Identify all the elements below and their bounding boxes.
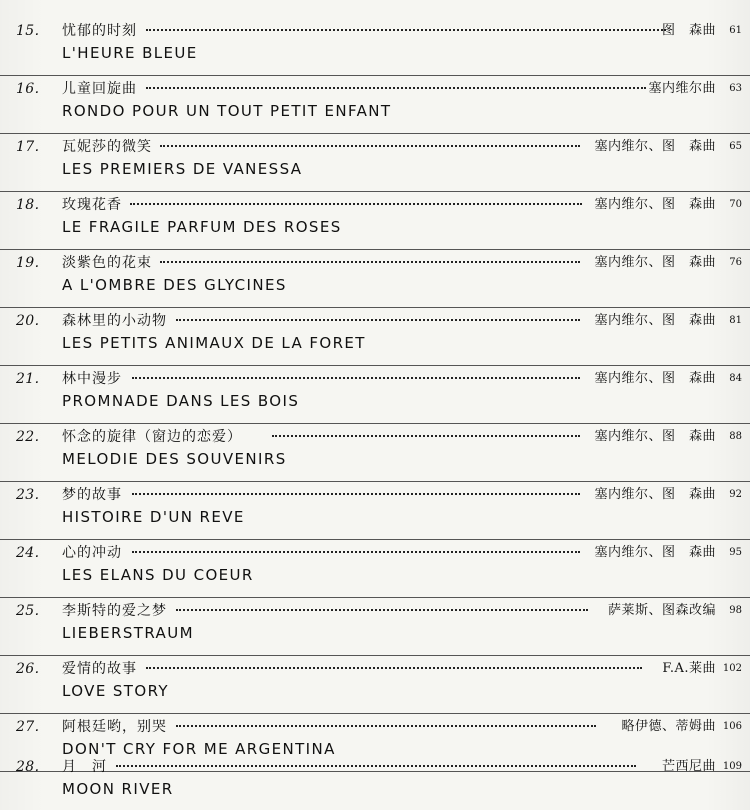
entry-number: 26. (16, 661, 40, 677)
entry-number: 23. (16, 487, 40, 503)
dot-leader (176, 725, 596, 727)
french-title: LES PETITS ANIMAUX DE LA FORET (62, 334, 366, 352)
composer: 塞内维尔、图 森曲 (594, 139, 716, 154)
toc-entry-20[interactable] (0, 312, 750, 368)
page-number: 92 (729, 489, 742, 500)
french-title: LE FRAGILE PARFUM DES ROSES (62, 218, 342, 236)
composer: 塞内维尔、图 森曲 (594, 487, 716, 502)
dot-leader (176, 609, 588, 611)
page-number: 98 (729, 605, 742, 616)
divider (0, 75, 750, 76)
dot-leader (146, 667, 642, 669)
chinese-title: 儿童回旋曲 (62, 81, 137, 97)
french-title: MELODIE DES SOUVENIRS (62, 450, 287, 468)
entry-number: 19. (16, 255, 40, 271)
toc-entry-23[interactable] (0, 486, 750, 542)
divider (0, 423, 750, 424)
chinese-title: 怀念的旋律（窗边的恋爱） (62, 429, 242, 445)
toc-entry-21[interactable] (0, 370, 750, 426)
page-number: 84 (729, 373, 742, 384)
chinese-title: 月 河 (62, 759, 107, 775)
french-title: LIEBERSTRAUM (62, 624, 194, 642)
french-title: DON'T CRY FOR ME ARGENTINA (62, 740, 336, 758)
toc-entry-28[interactable] (0, 758, 750, 810)
page-number: 65 (729, 141, 742, 152)
composer: F.A.莱曲 (662, 661, 716, 676)
page-number: 76 (729, 257, 742, 268)
toc-entry-26[interactable] (0, 660, 750, 716)
composer: 塞内维尔、图 森曲 (594, 371, 716, 386)
french-title: LOVE STORY (62, 682, 169, 700)
chinese-title: 梦的故事 (62, 487, 122, 503)
page-number: 95 (729, 547, 742, 558)
french-title: L'HEURE BLEUE (62, 44, 198, 62)
composer: 芒西尼曲 (661, 759, 716, 774)
divider (0, 597, 750, 598)
divider (0, 191, 750, 192)
divider (0, 133, 750, 134)
chinese-title: 忧郁的时刻 (62, 23, 137, 39)
dot-leader (116, 765, 636, 767)
divider (0, 655, 750, 656)
french-title: LES PREMIERS DE VANESSA (62, 160, 303, 178)
entry-number: 25. (16, 603, 40, 619)
chinese-title: 玫瑰花香 (62, 197, 122, 213)
chinese-title: 林中漫步 (62, 371, 122, 387)
chinese-title: 瓦妮莎的微笑 (62, 139, 152, 155)
composer: 塞内维尔、图 森曲 (594, 545, 716, 560)
toc-entry-24[interactable] (0, 544, 750, 600)
entry-number: 18. (16, 197, 40, 213)
composer: 萨莱斯、图森改编 (607, 603, 716, 618)
entry-number: 22. (16, 429, 40, 445)
entry-number: 16. (16, 81, 40, 97)
dot-leader (146, 29, 666, 31)
toc-entry-17[interactable] (0, 138, 750, 194)
dot-leader (160, 145, 580, 147)
toc-entry-16[interactable] (0, 80, 750, 136)
toc-entry-15[interactable] (0, 22, 750, 78)
toc-entry-18[interactable] (0, 196, 750, 252)
page-number: 102 (722, 663, 742, 674)
french-title: HISTOIRE D'UN REVE (62, 508, 245, 526)
toc-entry-22[interactable] (0, 428, 750, 484)
chinese-title: 淡紫色的花束 (62, 255, 152, 271)
entry-number: 17. (16, 139, 40, 155)
entry-number: 20. (16, 313, 40, 329)
entry-number: 24. (16, 545, 40, 561)
divider (0, 539, 750, 540)
divider (0, 365, 750, 366)
composer: 图 森曲 (661, 23, 716, 38)
french-title: A L'OMBRE DES GLYCINES (62, 276, 287, 294)
page-number: 63 (729, 83, 742, 94)
composer: 塞内维尔、图 森曲 (594, 313, 716, 328)
toc-entry-25[interactable] (0, 602, 750, 658)
page-number: 61 (729, 25, 742, 36)
french-title: LES ELANS DU COEUR (62, 566, 254, 584)
dot-leader (130, 203, 582, 205)
toc-entry-19[interactable] (0, 254, 750, 310)
divider (0, 713, 750, 714)
page-number: 81 (729, 315, 742, 326)
dot-leader (160, 261, 580, 263)
composer: 略伊德、蒂姆曲 (621, 719, 716, 734)
entry-number: 27. (16, 719, 40, 735)
page-number: 109 (722, 761, 742, 772)
dot-leader (132, 551, 580, 553)
divider (0, 307, 750, 308)
composer: 塞内维尔、图 森曲 (594, 255, 716, 270)
dot-leader (146, 87, 646, 89)
chinese-title: 爱情的故事 (62, 661, 137, 677)
entry-number: 28. (16, 759, 40, 775)
page-number: 70 (729, 199, 742, 210)
dot-leader (176, 319, 580, 321)
french-title: PROMNADE DANS LES BOIS (62, 392, 300, 410)
composer: 塞内维尔曲 (648, 81, 716, 96)
divider (0, 481, 750, 482)
dot-leader (132, 377, 580, 379)
page-number: 88 (729, 431, 742, 442)
entry-number: 21. (16, 371, 40, 387)
page-number: 106 (722, 721, 742, 732)
composer: 塞内维尔、图 森曲 (594, 429, 716, 444)
chinese-title: 心的冲动 (62, 545, 122, 561)
chinese-title: 李斯特的爱之梦 (62, 603, 167, 619)
chinese-title: 阿根廷哟，别哭 (62, 719, 167, 735)
dot-leader (272, 435, 580, 437)
dot-leader (132, 493, 580, 495)
french-title: RONDO POUR UN TOUT PETIT ENFANT (62, 102, 392, 120)
french-title: MOON RIVER (62, 780, 174, 798)
entry-number: 15. (16, 23, 40, 39)
chinese-title: 森林里的小动物 (62, 313, 167, 329)
composer: 塞内维尔、图 森曲 (594, 197, 716, 212)
divider (0, 249, 750, 250)
